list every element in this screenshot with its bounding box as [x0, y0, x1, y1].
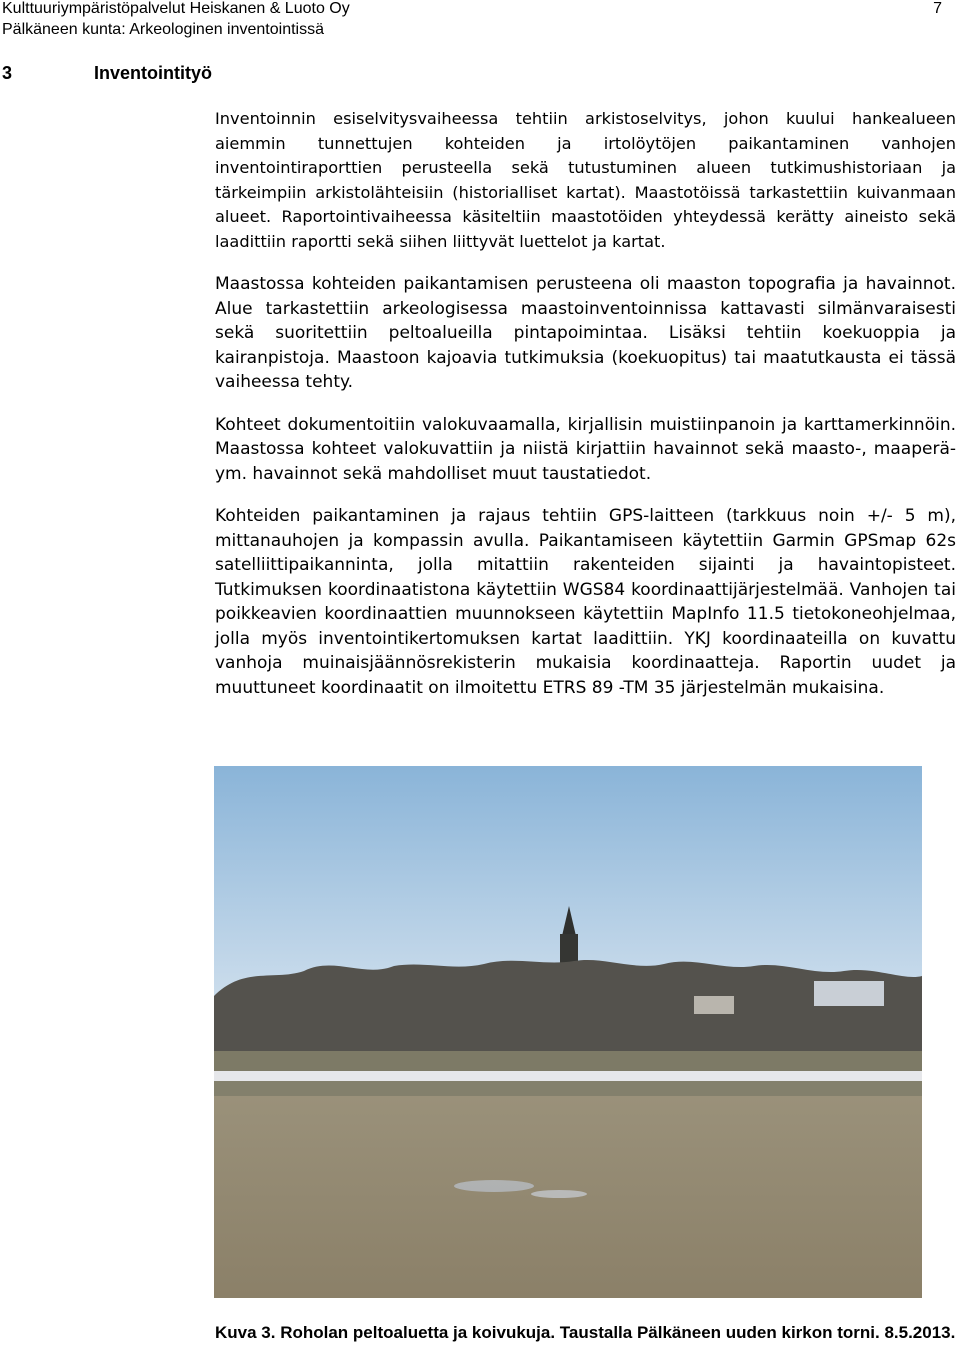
building	[694, 996, 734, 1014]
building	[814, 981, 884, 1006]
paragraph: Kohteiden paikantaminen ja rajaus tehtiin GPS-laitteen (tarkkuus noin +/- 5 m), mittanauhojen ja kompassin avulla. Paikantamiseen käytettiin Garmin GPSmap 62s satelliittipaikanninta, jolla mitattiin rakenteiden sijainti ja havaintopisteet. Tutkimuksen koordinaatistona käytettiin WGS84 koordinaattijärjestelmää. Vanhojen tai poikkeavien koordinaattien muunnokseen käytettiin MapInfo 11.5 tietokoneohjelmaa, jolla myös inventointikertomuksen kartat laadittiin. YKJ koordinaateilla on kuvattu vanhoja muinaisjäännösrekisterin mukaisia koordinaatteja. Raportin uudet ja muuttuneet koordinaatit on ilmoitettu ETRS 89 -TM 35 järjestelmän mukaisina.	[215, 506, 956, 698]
snow-strip	[214, 1071, 922, 1081]
puddle	[454, 1180, 534, 1192]
treeline	[214, 960, 922, 1066]
section-title: Inventointityö	[94, 63, 212, 83]
field-strip	[214, 1051, 922, 1071]
puddle	[531, 1190, 587, 1198]
section-number: 3	[2, 63, 13, 83]
section-heading	[2, 63, 212, 84]
paragraph: Inventoinnin esiselvitysvaiheessa tehtiin arkistoselvitys, johon kuului hankealueen aiemmin tunnettujen kohteiden ja irtolöytöjen paikantaminen vanhojen inventointiraporttien perusteella sekä tutustuminen alueen tutkimushistoriaan ja tärkeimpiin arkistolähteisiin (historialliset kartat). Maastotöissä tarkastettiin kuivanmaan alueet. Raportointivaiheessa käsiteltiin maastotöiden yhteydessä kerätty aineisto sekä laadittiin raportti sekä siihen liittyvät luettelot ja kartat.	[215, 109, 956, 251]
paragraph: Kohteet dokumentoitiin valokuvaamalla, kirjallisin muistiinpanoin ja karttamerkinnöin. Maastossa kohteet valokuvattiin ja niistä kirjattiin havainnot sekä maasto-, maaperä- ym. havainnot sekä mahdolliset muut taustatiedot.	[215, 414, 956, 484]
body-text	[215, 107, 956, 718]
header-project: Pälkäneen kunta: Arkeologinen inventointissä	[2, 21, 324, 38]
paragraph: Maastossa kohteiden paikantamisen perusteena oli maaston topografia ja havainnot. Alue tarkastettiin arkeologisessa maastoinventoinnissa kattavasti silmänvaraisesti sekä suoritettiin peltoalueilla pintapoimintaa. Lisäksi tehtiin koekuoppia ja kairanpistoja. Maastoon kajoavia tutkimuksia (koekuopitus) tai maatutkausta ei tässä vaiheessa tehty.	[215, 274, 956, 392]
page-number: 7	[933, 0, 942, 17]
figure-caption: Kuva 3. Roholan peltoaluetta ja koivukuja. Taustalla Pälkäneen uuden kirkon torni. 8.5.2013.	[215, 1323, 956, 1342]
landscape-photo	[214, 766, 922, 1298]
header-company: Kulttuuriympäristöpalvelut Heiskanen & Luoto Oy	[2, 0, 350, 17]
